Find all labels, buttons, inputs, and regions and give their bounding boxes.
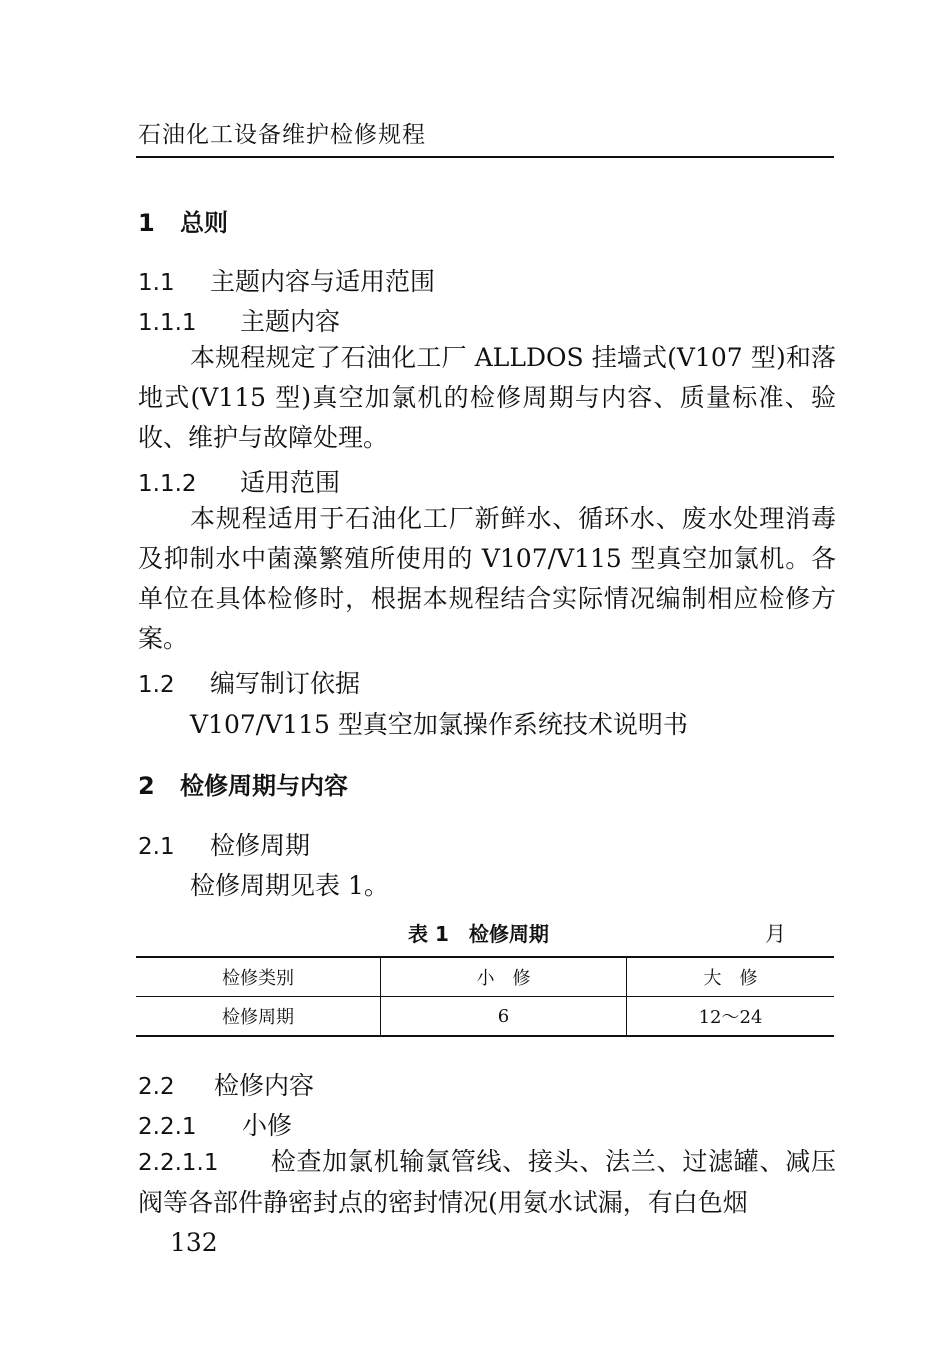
section-number: 1 [138, 209, 155, 237]
section-1-1-heading [138, 262, 435, 298]
table-cell: 6 [381, 997, 627, 1037]
table-header-cell: 小 修 [381, 957, 627, 997]
section-number: 2.2 [138, 1074, 175, 1100]
section-1-2-paragraph: V107/V115 型真空加氯操作系统技术说明书 [190, 710, 688, 739]
section-number: 1.1 [138, 270, 175, 296]
section-2-1-heading [138, 826, 310, 862]
section-number: 2 [138, 772, 155, 800]
running-header: 石油化工设备维护检修规程 [138, 122, 426, 148]
section-title: 适用范围 [240, 468, 341, 497]
table-1-unit: 月 [765, 922, 786, 946]
section-2-2-heading [138, 1066, 314, 1102]
section-2-heading [138, 766, 348, 801]
page-number: 132 [170, 1228, 218, 1257]
paragraph-text: 检查加氯机输氯管线、接头、法兰、过滤罐、减压阀等各部件静密封点的密封情况(用氨水试漏，有白色烟 [138, 1147, 836, 1217]
section-title: 主题内容 [240, 307, 341, 336]
section-number: 1.1.1 [138, 310, 197, 336]
table-cell: 12～24 [627, 997, 835, 1037]
section-number: 1.2 [138, 672, 175, 698]
section-number: 2.2.1.1 [138, 1150, 219, 1176]
table-header-row [136, 957, 834, 997]
section-2-1-paragraph: 检修周期见表 1。 [190, 871, 389, 900]
section-title: 检修内容 [214, 1071, 315, 1100]
section-title: 小修 [242, 1111, 293, 1140]
table-row [136, 997, 834, 1037]
section-number: 2.2.1 [138, 1114, 197, 1140]
table-1-caption: 表 1 检修周期 [408, 922, 549, 946]
section-number: 2.1 [138, 834, 175, 860]
section-1-1-1-heading [138, 302, 340, 338]
section-title: 主题内容与适用范围 [210, 267, 436, 296]
section-title: 总则 [180, 209, 228, 237]
section-2-2-1-1-paragraph [138, 1142, 836, 1223]
table-cell: 检修周期 [136, 997, 381, 1037]
section-1-1-2-heading [138, 463, 340, 499]
section-1-2-heading [138, 664, 360, 700]
section-1-heading [138, 203, 228, 238]
table-header-cell: 大 修 [627, 957, 835, 997]
section-2-2-1-heading [138, 1106, 292, 1142]
section-title: 编写制订依据 [210, 669, 361, 698]
table-1 [136, 956, 834, 1037]
section-title: 检修周期与内容 [180, 772, 348, 800]
section-1-1-1-paragraph: 本规程规定了石油化工厂 ALLDOS 挂墙式(V107 型)和落地式(V115 型)真空加氯机的检修周期与内容、质量标准、验收、维护与故障处理。 [138, 343, 836, 452]
header-rule [136, 156, 834, 158]
section-1-1-2-paragraph: 本规程适用于石油化工厂新鲜水、循环水、废水处理消毒及抑制水中菌藻繁殖所使用的 V107/V115 型真空加氯机。各单位在具体检修时，根据本规程结合实际情况编制相应检修方案。 [138, 504, 836, 653]
section-title: 检修周期 [210, 831, 311, 860]
section-number: 1.1.2 [138, 471, 197, 497]
table-header-cell: 检修类别 [136, 957, 381, 997]
